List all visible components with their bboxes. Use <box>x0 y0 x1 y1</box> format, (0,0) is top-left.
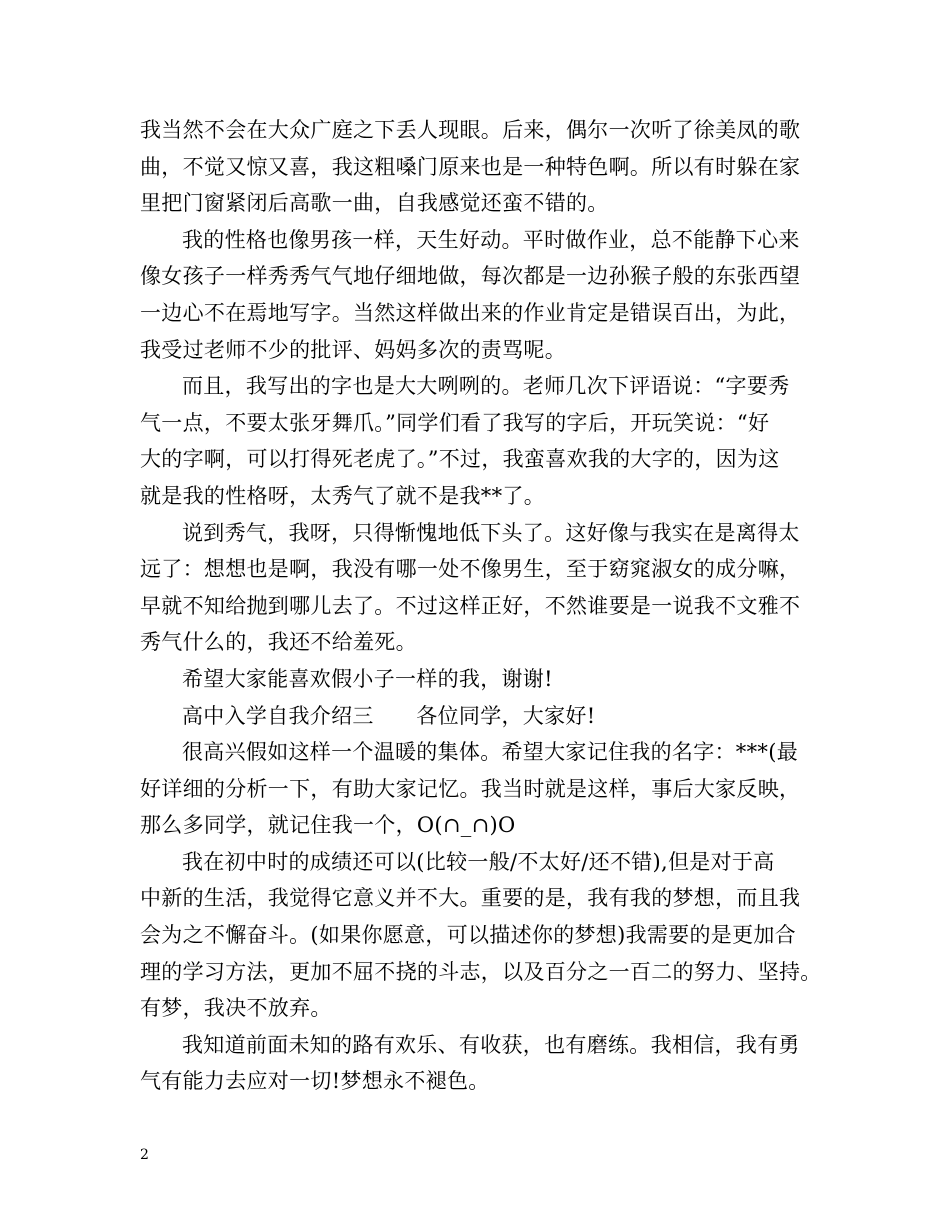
text-line: 一边心不在焉地写字。当然这样做出来的作业肯定是错误百出，为此， <box>140 300 801 325</box>
document-body <box>140 112 830 1100</box>
paragraph-start-line: 希望大家能喜欢假小子一样的我，谢谢! <box>182 666 553 691</box>
page-number: 2 <box>140 1147 149 1163</box>
paragraph-start-line: 很高兴假如这样一个温暖的集体。希望大家记住我的名字：***(最 <box>182 740 798 765</box>
text-line: 有梦，我决不放弃。 <box>140 996 332 1021</box>
text-line: 大的字啊，可以打得死老虎了。”不过，我蛮喜欢我的大字的，因为这 <box>140 447 780 472</box>
text-line: 气有能力去应对一切!梦想永不褪色。 <box>140 1069 490 1094</box>
text-line: 会为之不懈奋斗。(如果你愿意，可以描述你的梦想)我需要的是更加合 <box>140 923 796 948</box>
section-heading-line: 高中入学自我介绍三 各位同学，大家好! <box>182 703 596 728</box>
text-line: 就是我的性格呀，太秀气了就不是我**了。 <box>140 483 545 508</box>
text-line: 气一点，不要太张牙舞爪。”同学们看了我写的字后，开玩笑说：“好 <box>140 410 770 435</box>
paragraph-start-line: 说到秀气，我呀，只得惭愧地低下头了。这好像与我实在是离得太 <box>182 520 800 545</box>
text-line: 我当然不会在大众广庭之下丢人现眼。后来，偶尔一次听了徐美凤的歌 <box>140 118 801 142</box>
text-line: 像女孩子一样秀秀气气地仔细地做，每次都是一边孙猴子般的东张西望 <box>140 264 801 289</box>
text-line: 里把门窗紧闭后高歌一曲，自我感觉还蛮不错的。 <box>140 191 609 216</box>
text-line: 秀气什么的，我还不给羞死。 <box>140 630 417 655</box>
text-line: 好详细的分析一下，有助大家记忆。我当时就是这样，事后大家反映， <box>140 776 801 801</box>
text-line: 远了：想想也是啊，我没有哪一处不像男生，至于窈窕淑女的成分嘛， <box>140 557 801 582</box>
text-line: 中新的生活，我觉得它意义并不大。重要的是，我有我的梦想，而且我 <box>140 886 801 911</box>
paragraph-start-line: 我在初中时的成绩还可以(比较一般/不太好/还不错),但是对于高 <box>182 849 775 874</box>
text-line: 那么多同学，就记住我一个，O(∩_∩)O <box>140 813 516 838</box>
text-line: 曲，不觉又惊又喜，我这粗嗓门原来也是一种特色啊。所以有时躲在家 <box>140 154 801 179</box>
paragraph-start-line: 我知道前面未知的路有欢乐、有收获，也有磨练。我相信，我有勇 <box>182 1032 800 1057</box>
text-line: 早就不知给抛到哪儿去了。不过这样正好，不然谁要是一说我不文雅不 <box>140 593 801 618</box>
text-line: 理的学习方法，更加不屈不挠的斗志，以及百分之一百二的努力、坚持。 <box>140 959 822 984</box>
paragraph-start-line: 我的性格也像男孩一样，天生好动。平时做作业，总不能静下心来 <box>182 227 800 252</box>
paragraph-start-line: 而且，我写出的字也是大大咧咧的。老师几次下评语说：“字要秀 <box>182 374 790 399</box>
text-line: 我受过老师不少的批评、妈妈多次的责骂呢。 <box>140 337 566 362</box>
